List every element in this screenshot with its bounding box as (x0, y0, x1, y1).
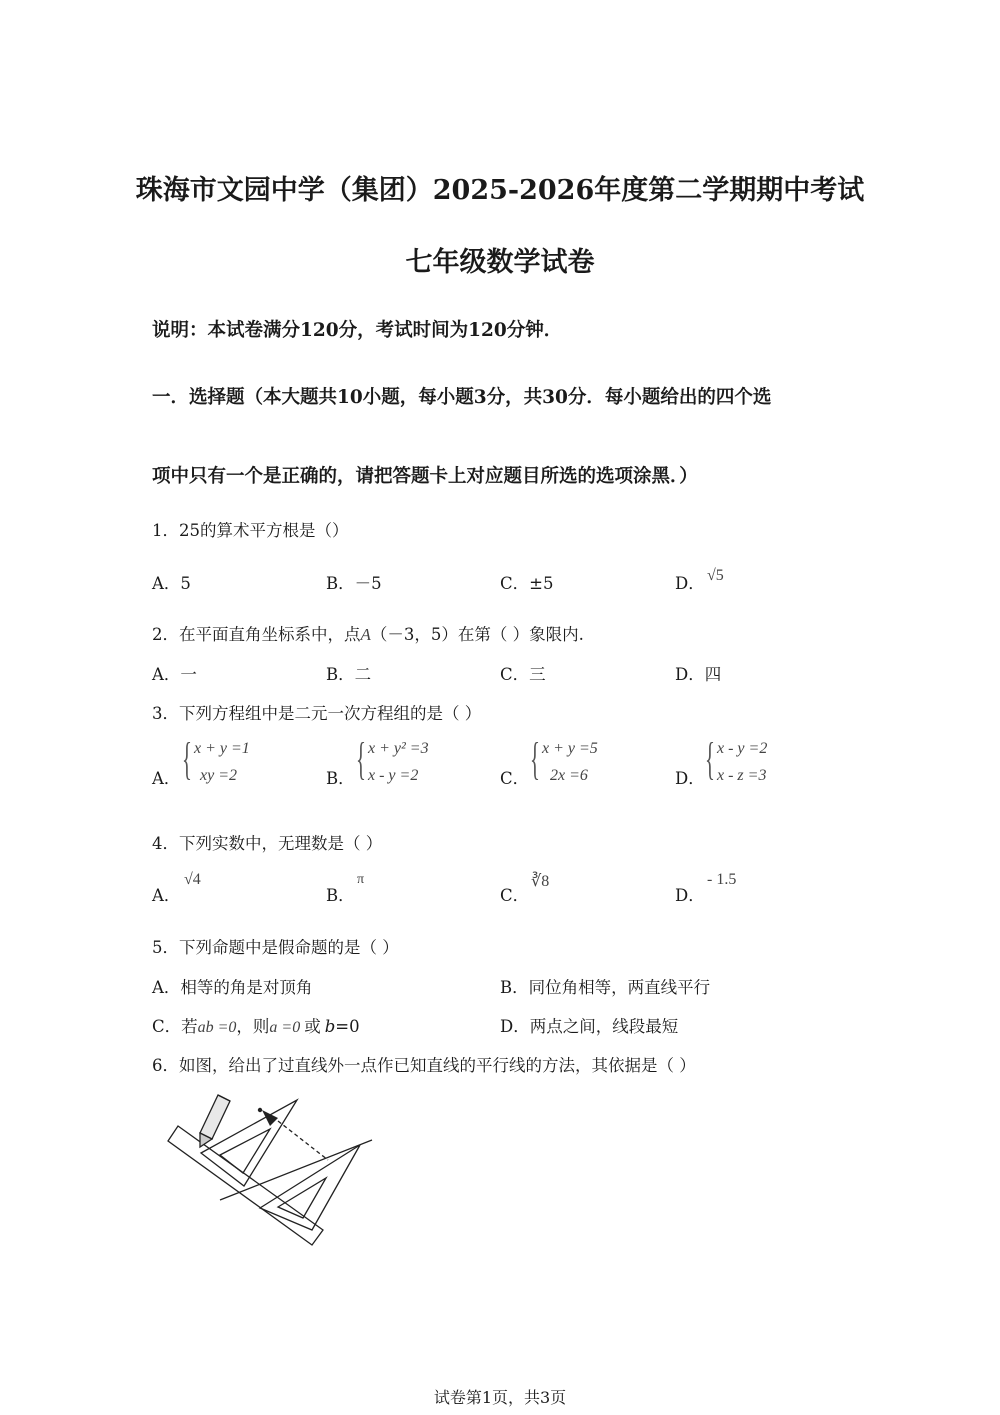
section1-heading-line2: 项中只有一个是正确的，请把答题卡上对应题目所选的选项涂黑．） (152, 466, 698, 487)
question-3-option-d: D． (675, 769, 705, 788)
question-1-option-a: A．5 (152, 574, 191, 593)
question-5-option-c-label: C．若 (152, 1017, 198, 1036)
system-b-eq2: x - y =2 (368, 767, 419, 784)
question-3-stem: 3．下列方程组中是二元一次方程组的是（ ） (152, 704, 482, 723)
question-5-option-a: A．相等的角是对顶角 (152, 978, 313, 997)
question-4-option-a-math: √4 (184, 871, 201, 888)
exam-title-line2: 七年级数学试卷 (405, 247, 595, 278)
question-5-stem: 5．下列命题中是假命题的是（ ） (152, 938, 399, 957)
question-3-option-b: B． (326, 769, 355, 788)
question-2-stem (152, 621, 584, 645)
question-1-option-b: B．－5 (326, 574, 382, 593)
question-5-option-c-eq: =0 (335, 1017, 360, 1036)
question-2-stem-part3: （－3，5）在第（ ）象限内. (370, 625, 584, 644)
question-5-option-c-math1: ab =0 (197, 1019, 237, 1036)
ruler-outline (168, 1126, 323, 1245)
question-1-option-d-math: √5 (707, 567, 724, 584)
question-5-option-c-or: 或 (304, 1017, 321, 1036)
question-4-option-b-math: π (357, 872, 365, 887)
question-5-option-b: B．同位角相等，两直线平行 (500, 978, 711, 997)
question-4-option-c: C． (500, 886, 530, 905)
exam-title-line1: 珠海市文园中学（集团）2025-2026年度第二学期期中考试 (135, 175, 865, 206)
system-d-eq1: x - y =2 (717, 740, 768, 757)
question-5-option-c-then: ，则 (236, 1017, 270, 1036)
pencil-body (200, 1095, 230, 1139)
system-b-eq1: x + y² =3 (368, 740, 429, 757)
parallel-line-construction-figure (160, 1083, 390, 1253)
brace-icon: { (530, 733, 540, 784)
question-2-point-a: A (360, 625, 371, 644)
brace-icon: { (356, 733, 366, 784)
question-4-option-a: A． (152, 886, 181, 905)
question-4-option-d: D． (675, 886, 705, 905)
question-5-option-c-b: b (324, 1017, 336, 1036)
question-5-option-c-math2: a =0 (269, 1019, 301, 1036)
system-c-eq2: 2x =6 (550, 767, 588, 784)
question-2-stem-part1: 2．在平面直角坐标系中，点 (152, 625, 361, 644)
question-2-option-a: A．一 (152, 665, 197, 684)
upper-set-square-inner (220, 1129, 270, 1173)
question-3-system-b (356, 733, 486, 792)
question-4-option-c-math: ∛8 (531, 873, 550, 890)
question-3-system-c (530, 733, 660, 792)
question-3-system-a (182, 733, 312, 792)
lower-set-square-inner (278, 1178, 326, 1218)
dashed-line (278, 1121, 328, 1160)
page-footer: 试卷第1页，共3页 (433, 1388, 567, 1407)
given-line (220, 1140, 372, 1200)
system-a-eq2: xy =2 (200, 767, 237, 784)
section1-heading-line1: 一．选择题（本大题共10小题，每小题3分，共30分．每小题给出的四个选 (152, 387, 772, 408)
brace-icon: { (705, 733, 715, 784)
point-marker (258, 1108, 262, 1112)
question-5-option-d: D．两点之间，线段最短 (500, 1017, 679, 1036)
question-4-option-d-math: - 1.5 (707, 871, 737, 888)
brace-icon: { (182, 733, 192, 784)
question-5-option-c (152, 1013, 360, 1037)
system-c-eq1: x + y =5 (542, 740, 598, 757)
question-1-stem: 1．25的算术平方根是（） (152, 521, 349, 540)
question-2-option-c: C．三 (500, 665, 546, 684)
question-1-option-c: C．±5 (500, 574, 554, 593)
question-1-option-d: D． (675, 574, 705, 593)
question-2-option-d: D．四 (675, 665, 722, 684)
question-6-stem: 6．如图，给出了过直线外一点作已知直线的平行线的方法，其依据是（ ） (152, 1056, 696, 1075)
question-3-option-c: C． (500, 769, 530, 788)
question-3-option-a: A． (152, 769, 181, 788)
question-3-system-d (705, 733, 835, 792)
question-2-option-b: B．二 (326, 665, 372, 684)
exam-note: 说明：本试卷满分120分，考试时间为120分钟． (152, 320, 563, 341)
question-4-stem: 4．下列实数中，无理数是（ ） (152, 834, 383, 853)
system-d-eq2: x - z =3 (717, 767, 767, 784)
question-4-option-b: B． (326, 886, 355, 905)
system-a-eq1: x + y =1 (194, 740, 250, 757)
